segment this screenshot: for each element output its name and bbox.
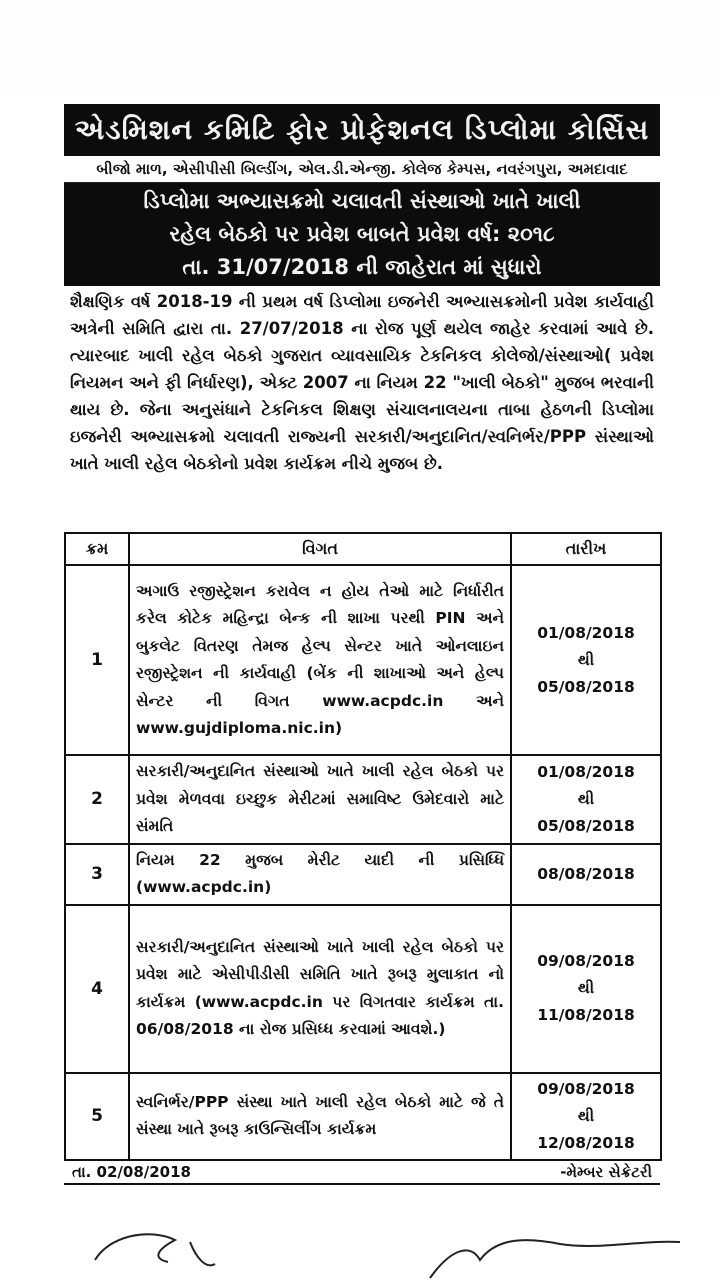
row-detail: સ્વનિર્ભર/PPP સંસ્થા ખાતે ખાલી રહેલ બેઠકો માટે જે તે સંસ્થા ખાતે રૂબરૂ કાઉન્સિલીંગ કાર્યક્રમ: [129, 1073, 511, 1160]
header-date: તારીખ: [511, 533, 661, 565]
date-separator: થી: [577, 650, 595, 669]
footer-date: તા. 02/08/2018: [72, 1162, 191, 1181]
date-from: 01/08/2018: [537, 623, 635, 642]
schedule-table: [64, 532, 662, 1161]
row-date: [511, 1073, 661, 1160]
subheading-line-3: તા. 31/07/2018 ની જાહેરાત માં સુધારો: [182, 255, 542, 279]
date-separator: થી: [577, 789, 595, 808]
table-row: [65, 844, 661, 905]
row-detail: અગાઉ રજીસ્ટ્રેશન કરાવેલ ન હોય તેઓ માટે નિર્ધારીત કરેલ કોટેક મહિન્દ્રા બેન્ક ની શાખા પરથી PIN અને બુકલેટ વિતરણ તેમજ હેલ્પ સેન્ટર ખાતે ઓનલાઇન રજીસ્ટ્રેશન ની કાર્યવાહી (બેંક ની શાખાઓ અને હેલ્પ સેન્ટર ની વિગત www.acpdc.in અને www.gujdiploma.nic.in): [129, 565, 511, 755]
notice-body: શૈક્ષણિક વર્ષ 2018-19 ની પ્રથમ વર્ષ ડિપ્લોમા ઇજનેરી અભ્યાસક્રમોની પ્રવેશ કાર્યવાહી અત્રેની સમિતિ દ્વારા તા. 27/07/2018 ના રોજ પૂર્ણ થયેલ જાહેર કરવામાં આવે છે. ત્યારબાદ ખાલી રહેલ બેઠકો ગુજરાત વ્યાવસાયિક ટેકનિકલ કોલેજો/સંસ્થાઓ( પ્રવેશ નિયમન અને ફી નિર્ધારણ), એક્ટ 2007 ના નિયમ 22 "ખાલી બેઠકો" મુજબ ભરવાની થાય છે. જેના અનુસંધાને ટેકનિકલ શિક્ષણ સંચાલનાલયના તાબા હેઠળની ડિપ્લોમા ઇજનેરી અભ્યાસક્રમો ચલાવતી રાજ્યની સરકારી/અનુદાનિત/સ્વનિર્ભર/PPP સંસ્થાઓ ખાતે ખાલી રહેલ બેઠકોનો પ્રવેશ કાર્યક્રમ નીચે મુજબ છે.: [70, 292, 654, 473]
header-serial: ક્રમ: [65, 533, 129, 565]
row-date: [511, 844, 661, 905]
header-detail: વિગત: [129, 533, 511, 565]
newspaper-notice: [64, 104, 660, 1185]
signature-scribble-icon: [0, 1200, 720, 1280]
row-serial: 3: [65, 844, 129, 905]
table-row: [65, 905, 661, 1073]
table-header-row: [65, 533, 661, 565]
subheading-line-1: ડિપ્લોમા અભ્યાસક્રમો ચલાવતી સંસ્થાઓ ખાતે ખાલી: [143, 189, 581, 213]
date-from: 01/08/2018: [537, 762, 635, 781]
footer-signatory: -મેમ્બર સેક્રેટરી: [560, 1162, 652, 1181]
row-detail: સરકારી/અનુદાનિત સંસ્થાઓ ખાતે ખાલી રહેલ બેઠકો પર પ્રવેશ માટે એસીપીડીસી સમિતિ ખાતે રૂબરૂ મુલાકાત નો કાર્યક્રમ (www.acpdc.in પર વિગતવાર કાર્યક્રમ તા. 06/08/2018 ના રોજ પ્રસિધ્ધ કરવામાં આવશે.): [129, 905, 511, 1073]
date-separator: થી: [577, 979, 595, 997]
notice-footer: [64, 1161, 660, 1185]
date-separator: થી: [577, 1106, 595, 1125]
date-to: 11/08/2018: [537, 1006, 635, 1024]
row-serial: 5: [65, 1073, 129, 1160]
date-from: 09/08/2018: [537, 1079, 635, 1098]
blank-top-area: [0, 0, 720, 92]
subheading-line-2: રહેલ બેઠકો પર પ્રવેશ બાબતે પ્રવેશ વર્ષ: ૨૦૧૮: [169, 222, 555, 246]
notice-title: એડમિશન કમિટિ ફોર પ્રોફેશનલ ડિપ્લોમા કોર્સિસ: [64, 104, 660, 156]
row-date: [511, 755, 661, 844]
notice-subheading: [64, 183, 660, 286]
row-serial: 4: [65, 905, 129, 1073]
date-from: 08/08/2018: [537, 864, 635, 883]
date-to: 05/08/2018: [537, 816, 635, 835]
row-detail: સરકારી/અનુદાનિત સંસ્થાઓ ખાતે ખાલી રહેલ બેઠકો પર પ્રવેશ મેળવવા ઇચ્છુક મેરીટમાં સમાવિષ્ટ ઉમેદવારો માટે સંમતિ: [129, 755, 511, 844]
table-row: [65, 1073, 661, 1160]
notice-address: બીજો માળ, એસીપીસી બિલ્ડીંગ, એલ.ડી.એન્જી. કોલેજ કેમ્પસ, નવરંગપુરા, અમદાવાદ: [64, 156, 660, 183]
date-to: 12/08/2018: [537, 1133, 635, 1152]
date-from: 09/08/2018: [537, 952, 635, 970]
row-date: [511, 565, 661, 755]
row-date: [511, 905, 661, 1073]
row-serial: 2: [65, 755, 129, 844]
table-row: [65, 565, 661, 755]
table-row: [65, 755, 661, 844]
date-to: 05/08/2018: [537, 677, 635, 696]
row-detail: નિયમ 22 મુજબ મેરીટ યાદી ની પ્રસિધ્ધિ (www.acpdc.in): [129, 844, 511, 905]
row-serial: 1: [65, 565, 129, 755]
